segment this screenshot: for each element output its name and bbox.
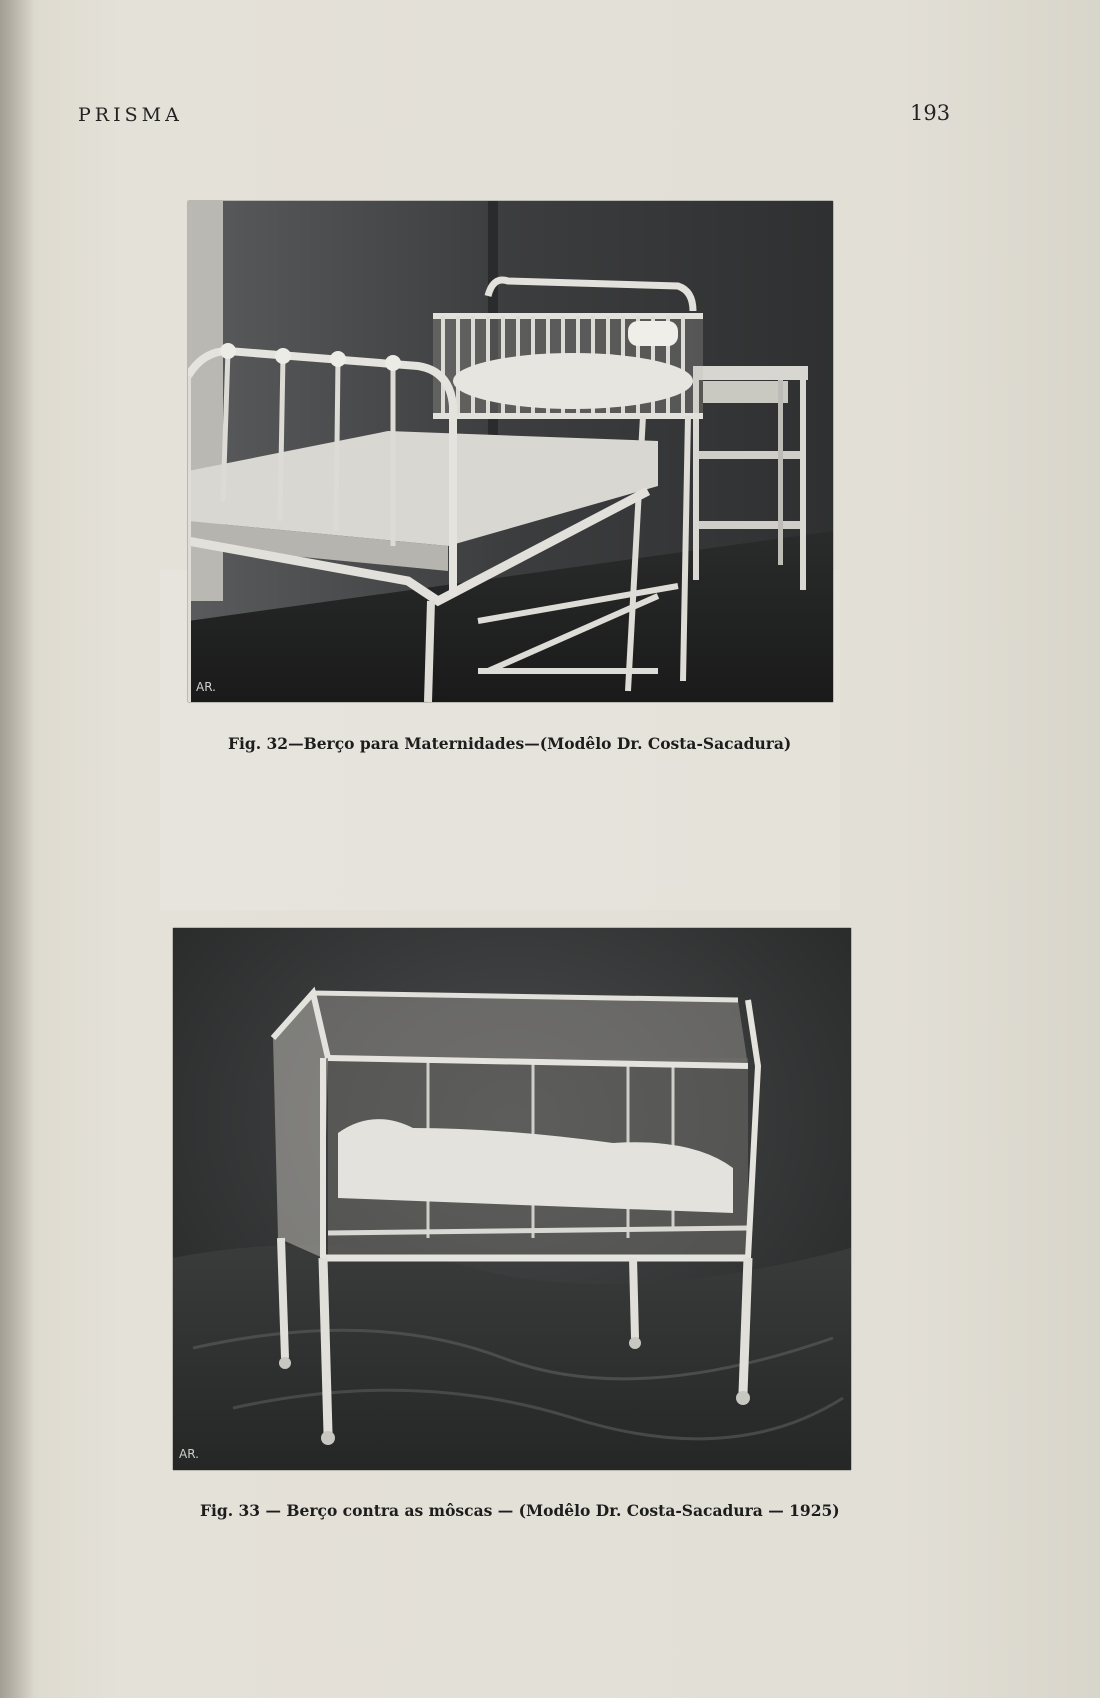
figure-32-caption: Fig. 32—Berço para Maternidades—(Modêlo Dr. Costa-Sacadura): [228, 734, 792, 753]
figure-33-caption: Fig. 33 — Berço contra as môscas — (Modêlo Dr. Costa-Sacadura — 1925): [200, 1501, 840, 1520]
figure-33-photo: [173, 928, 851, 1470]
running-title: PRISMA: [78, 104, 183, 126]
svg-text:AR.: AR.: [179, 1447, 199, 1461]
bed-and-crib-photo: [188, 201, 833, 702]
page-number: 193: [910, 101, 951, 125]
svg-text:AR.: AR.: [196, 680, 216, 694]
gutter-shadow: [0, 0, 34, 1698]
figure-32-photo: [188, 201, 833, 702]
mosquito-net-crib-photo: [173, 928, 851, 1470]
